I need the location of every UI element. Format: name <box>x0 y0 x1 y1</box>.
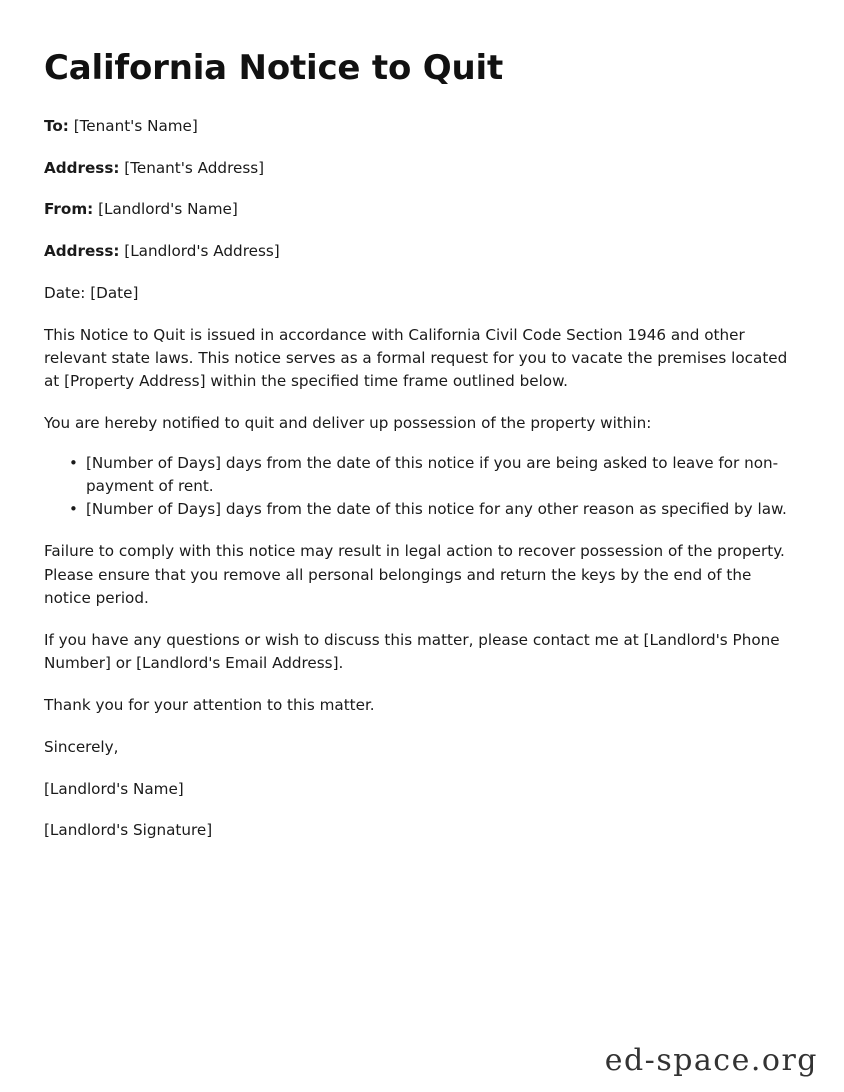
paragraph-failure-to-comply: Failure to comply with this notice may result in legal action to recover possession of the property. Please ensure that you remove all personal belongings and return the keys by the end of the notice period. <box>44 542 785 607</box>
field-to <box>44 115 802 138</box>
closing-landlord-name: [Landlord's Name] <box>44 779 184 798</box>
paragraph-contact: If you have any questions or wish to discuss this matter, please contact me at [Landlord's Phone Number] or [Landlord's Email Address]. <box>44 630 780 672</box>
paragraph-thanks: Thank you for your attention to this matter. <box>44 695 375 714</box>
field-tenant-address-label: Address: <box>44 158 120 177</box>
document-body <box>44 48 802 861</box>
closing-landlord-signature: [Landlord's Signature] <box>44 821 213 840</box>
field-date-label: Date: <box>44 283 86 302</box>
field-to-value: [Tenant's Name] <box>73 116 198 135</box>
paragraph-notice-lead: You are hereby notified to quit and deliver up possession of the property within: <box>44 414 652 433</box>
watermark: ed-space.org <box>604 1043 818 1078</box>
field-tenant-address <box>44 157 802 180</box>
field-from-label: From: <box>44 200 94 219</box>
field-date-value: [Date] <box>90 283 139 302</box>
list-item: • [Number of Days] days from the date of this notice for any other reason as specified by law. <box>86 498 800 521</box>
page-title: California Notice to Quit <box>44 48 503 88</box>
field-from-value: [Landlord's Name] <box>98 200 238 219</box>
field-tenant-address-value: [Tenant's Address] <box>124 158 265 177</box>
field-date <box>44 282 802 305</box>
notice-period-list <box>44 452 800 521</box>
list-item: • [Number of Days] days from the date of this notice if you are being asked to leave for non-payment of rent. <box>86 452 800 498</box>
field-from <box>44 198 802 221</box>
field-landlord-address-label: Address: <box>44 242 120 261</box>
field-landlord-address-value: [Landlord's Address] <box>124 242 280 261</box>
closing-salutation: Sincerely, <box>44 737 119 756</box>
field-landlord-address <box>44 240 802 263</box>
paragraph-intro: This Notice to Quit is issued in accordance with California Civil Code Section 1946 and other relevant state laws. This notice serves as a formal request for you to vacate the premises located at [Property Address] within the specified time frame outlined below. <box>44 325 788 390</box>
field-to-label: To: <box>44 116 69 135</box>
